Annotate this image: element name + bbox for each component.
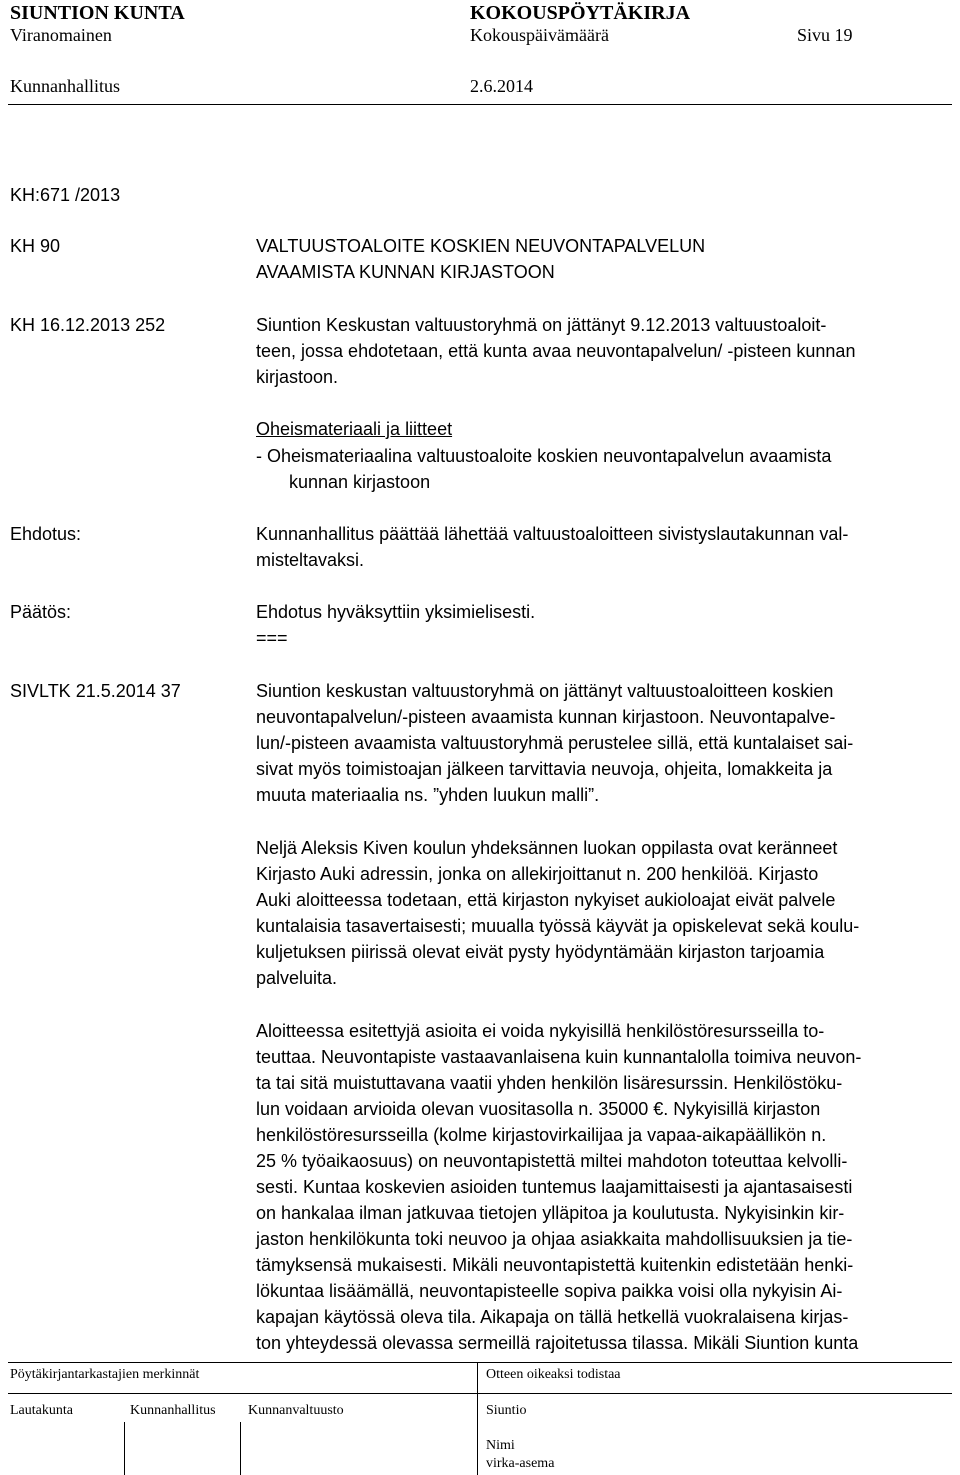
paragraph-line: henkilöstöresursseilla (kolme kirjastovirkailijaa ja vapaa-aikapäällikön n. (256, 1125, 827, 1145)
paragraph-line: Aloitteessa esitettyjä asioita ei voida nykyisillä henkilöstöresursseilla to- (256, 1021, 825, 1041)
kh-reference: KH 16.12.2013 252 (10, 315, 166, 335)
proposal-line2: misteltavaksi. (256, 550, 365, 570)
decision-text: Ehdotus hyväksyttiin yksimielisesti. (256, 602, 536, 622)
paragraph-line: on hankalaa ilman jatkuvaa tietojen ylläpitoa ja koulutusta. Nykyisinkin kir- (256, 1203, 845, 1223)
footer-col-council: Kunnanvaltuusto (248, 1403, 344, 1418)
paragraph-2 (256, 835, 946, 991)
separator: === (256, 628, 288, 648)
attachment-line1: - Oheismateriaalina valtuustoaloite koskien neuvontapalvelun avaamista (256, 446, 832, 466)
paragraph-line: ton yhteydessä olevassa sermeillä rajoitetussa tilassa. Mikäli Siuntion kunta (256, 1333, 859, 1353)
decision-label: Päätös: (10, 602, 72, 622)
footer-mid-line (8, 1393, 952, 1394)
paragraph-line: lökuntaa lisäämällä, neuvontapisteelle sopiva paikka voisi olla nykyisin Ai- (256, 1281, 843, 1301)
sivltk-reference: SIVLTK 21.5.2014 37 (10, 681, 181, 701)
paragraph-line: ta tai sitä muistuttavana vaatii yhden henkilön lisäresurssin. Henkilöstöku- (256, 1073, 843, 1093)
paragraph-line: sivat myös toimistoajan jälkeen tarvittavia neuvoja, ohjeita, lomakkeita ja (256, 759, 833, 779)
paragraph-line: jaston henkilökunta toki neuvoo ja ohjaa asiakkaita mahdollisuuksien ja tie- (256, 1229, 853, 1249)
footer-place: Siuntio (486, 1403, 527, 1418)
date-label: Kokouspäivämäärä (470, 25, 609, 45)
authority-name: Kunnanhallitus (10, 76, 120, 96)
kh90-label: KH 90 (10, 236, 61, 256)
paragraph-line: kuntalaisia tasavertaisesti; muualla työssä käyvät ja opiskelevat sekä koulu- (256, 916, 860, 936)
meeting-date: 2.6.2014 (470, 76, 533, 96)
case-title-line2: AVAAMISTA KUNNAN KIRJASTOON (256, 262, 555, 282)
header-divider (8, 104, 952, 105)
checkers-label: Pöytäkirjantarkastajien merkinnät (10, 1367, 200, 1382)
attachment-line2: kunnan kirjastoon (289, 472, 431, 492)
paragraph-line: lun/-pisteen avaamista valtuustoryhmä perustelee sillä, että kuntalaiset sai- (256, 733, 854, 753)
footer-col-board: Lautakunta (10, 1403, 73, 1418)
case-title-line1: VALTUUSTOALOITE KOSKIEN NEUVONTAPALVELUN (256, 236, 706, 256)
paragraph-line: muuta materiaalia ns. ”yhden luukun malli”. (256, 785, 600, 805)
paragraph-line: kuljetuksen piirissä olevat eivät pysty hyödyntämään kirjaston tarjoamia (256, 942, 825, 962)
proposal-label: Ehdotus: (10, 524, 82, 544)
paragraph-line: Siuntion keskustan valtuustoryhmä on jättänyt valtuustoaloitteen koskien (256, 681, 834, 701)
paragraph-line: Auki aloitteessa todetaan, että kirjaston nykyiset aukioloajat eivät palvele (256, 890, 836, 910)
paragraph-line: kapajan käytössä oleva tila. Aikapaja on tällä hetkellä vuokralaisena kirjas- (256, 1307, 849, 1327)
authority-label: Viranomainen (10, 25, 112, 45)
paragraph-line: palveluita. (256, 968, 338, 988)
footer-center-divider (477, 1362, 478, 1475)
paragraph-line: tämyksensä mukaisesti. Mikäli neuvontapistettä kuitenkin edistetään henki- (256, 1255, 854, 1275)
footer-title-label: virka-asema (486, 1456, 555, 1471)
paragraph-line: lun voidaan arvioida olevan vuositasolla n. 35000 €. Nykyisillä kirjaston (256, 1099, 821, 1119)
paragraph-line: sesti. Kuntaa koskevien asioiden tuntemus laajamittaisesti ja ajantasaisesti (256, 1177, 853, 1197)
attachments-heading: Oheismateriaali ja liitteet (256, 419, 453, 439)
paragraph-line: teuttaa. Neuvontapiste vastaavanlaisena kuin kunnantalolla toimiva neuvon- (256, 1047, 862, 1067)
kh-text-line2: teen, jossa ehdotetaan, että kunta avaa neuvontapalvelun/ -pisteen kunnan (256, 341, 856, 361)
doc-type: KOKOUSPÖYTÄKIRJA (470, 2, 691, 24)
paragraph-line: neuvontapalvelun/-pisteen avaamista kunnan kirjastoon. Neuvontapalve- (256, 707, 836, 727)
page-number: Sivu 19 (797, 25, 853, 45)
kh-text-line3: kirjastoon. (256, 367, 339, 387)
footer-col-divider-1 (124, 1422, 125, 1475)
paragraph-line: Neljä Aleksis Kiven koulun yhdeksännen luokan oppilasta ovat keränneet (256, 838, 838, 858)
paragraph-3 (256, 1018, 946, 1356)
paragraph-line: 25 % työaikaosuus) on neuvontapistettä miltei mahdoton toteuttaa kelvolli- (256, 1151, 848, 1171)
footer-col-divider-2 (240, 1422, 241, 1475)
paragraph-line: Kirjasto Auki adressin, jonka on allekirjoittanut n. 200 henkilöä. Kirjasto (256, 864, 819, 884)
org-name: SIUNTION KUNTA (10, 2, 185, 24)
proposal-line1: Kunnanhallitus päättää lähettää valtuustoaloitteen sivistyslautakunnan val- (256, 524, 849, 544)
footer-top-line (8, 1362, 952, 1363)
certified-label: Otteen oikeaksi todistaa (486, 1367, 621, 1382)
kh-text-line1: Siuntion Keskustan valtuustoryhmä on jättänyt 9.12.2013 valtuustoaloit- (256, 315, 827, 335)
footer-name-label: Nimi (486, 1438, 515, 1453)
footer-col-government: Kunnanhallitus (130, 1403, 216, 1418)
paragraph-1 (256, 678, 946, 808)
case-id: KH:671 /2013 (10, 185, 121, 205)
